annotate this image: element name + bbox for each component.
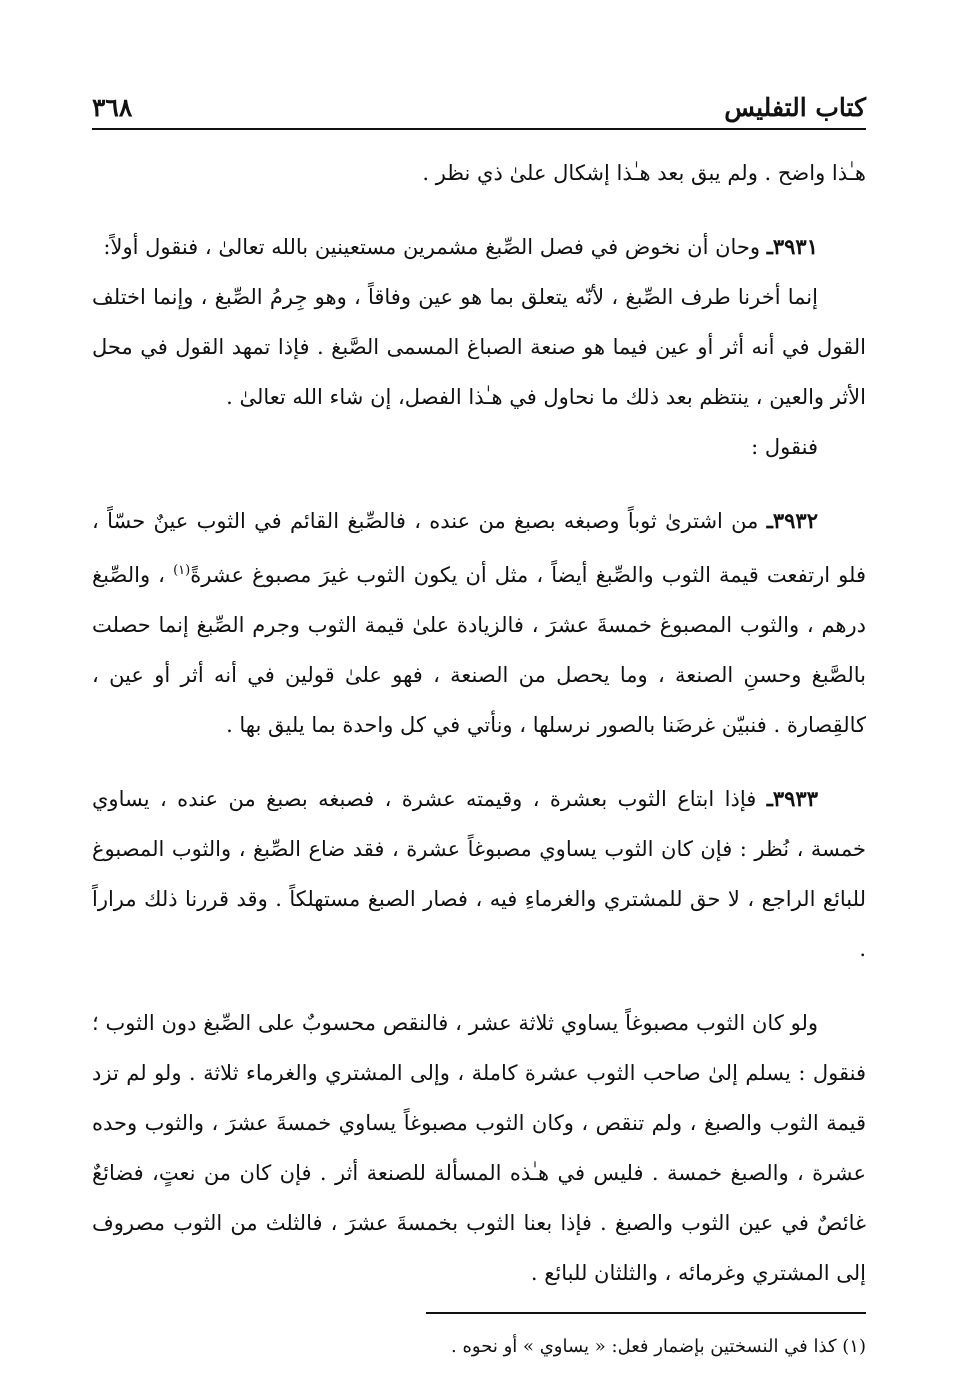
paragraph-body: ولو كان الثوب مصبوغاً يساوي ثلاثة عشر ، فالنقص محسوبٌ على الصِّبغ دون الثوب ؛ فنقول : يسلم إلىٰ صاحب الثوب عشرة كاملة ، وإلى المشتري والغرماء ثلاثة . ولو لم تزد قيمة الثوب والصبغ ، ولم تنقص ، وكان الثوب مصبوغاً يساوي خمسةَ عشرَ ، والثوب وحده عشرة ، والصبغ خمسة . فليس في هـٰذه المسألة للصنعة أثر . فإن كان من نعتٍ، فضائعٌ غائصٌ في عين الثوب والصبغ . فإذا بعنا الثوب بخمسةَ عشرَ ، فالثلث من الثوب مصروف إلى المشتري وغرمائه ، والثلثان للبائع . xyxy=(92,1011,866,1285)
paragraph-text: ، والصِّبغ درهم ، والثوب المصبوغ خمسةَ عشرَ ، فالزيادة علىٰ قيمة الثوب وجرم الصِّبغ إنما حصلت بالصَّبغ وحسنِ الصنعة ، وما يحصل من الصنعة ، فهو علىٰ قولين في أنه أثر أو عين ، كالقِصارة . فنبيّن غرضَنا بالصور نرسلها ، ونأتي في كل واحدة بما يليق بها . xyxy=(92,563,866,737)
paragraph-number: ٣٩٣١ـ xyxy=(766,234,818,259)
running-title: كتاب التفليس xyxy=(724,93,866,122)
paragraph-3931 xyxy=(92,222,866,272)
paragraph-intro: هـٰذا واضح . ولم يبق بعد هـٰذا إشكال علىٰ ذي نظر . xyxy=(422,161,866,185)
page-number: ٣٦٨ xyxy=(92,93,133,122)
page-header xyxy=(92,82,866,130)
paragraph-text: فإذا ابتاع الثوب بعشرة ، وقيمته عشرة ، فصبغه بصبغ من عنده ، يساوي خمسة ، نُظر : فإن كان الثوب يساوي مصبوغاً عشرة ، فقد ضاع الصِّبغ ، والثوب المصبوغ للبائع الراجع ، لا حق للمشتري والغرماءِ فيه ، فصار الصبغ مستهلكاً . وقد قررنا ذلك مراراً . xyxy=(92,787,866,961)
footnote-divider xyxy=(426,1312,866,1314)
paragraph-body: إنما أخرنا طرف الصِّبغ ، لأنّه يتعلق بما هو عين وفاقاً ، وهو جِرمُ الصِّبغ ، وإنما اختلف القول في أنه أثر أو عين فيما هو صنعة الصباغ المسمى الصَّبغ . فإذا تمهد القول في محل الأثر والعين ، ينتظم بعد ذلك ما نحاول في هـٰذا الفصل، إن شاء الله تعالىٰ . xyxy=(92,285,866,409)
paragraph-3932 xyxy=(92,496,866,750)
paragraph-number: ٣٩٣٢ـ xyxy=(766,508,818,533)
paragraph-text: من اشترىٰ ثوباً وصبغه بصبغ من عنده ، فالصِّبغ القائم في الثوب عينٌ حسّاً ، فلو ارتفعت قيمة الثوب والصِّبغ أيضاً ، مثل أن يكون الثوب غيرَ مصبوغ عشرةً xyxy=(92,509,866,587)
paragraph-number: ٣٩٣٣ـ xyxy=(766,786,818,811)
footnote xyxy=(92,1332,866,1362)
footnote-text: كذا في النسختين بإضمار فعل: « يساوي » أو نحوه . xyxy=(451,1336,837,1357)
paragraph-body: فنقول : xyxy=(751,435,818,459)
paragraph-text: وحان أن نخوض في فصل الصِّبغ مشمرين مستعينين بالله تعالىٰ ، فنقول أولاً: xyxy=(103,235,761,259)
footnote-mark: (١) xyxy=(842,1336,866,1357)
paragraph-3933 xyxy=(92,774,866,974)
footnote-reference[interactable]: (١) xyxy=(173,563,191,578)
